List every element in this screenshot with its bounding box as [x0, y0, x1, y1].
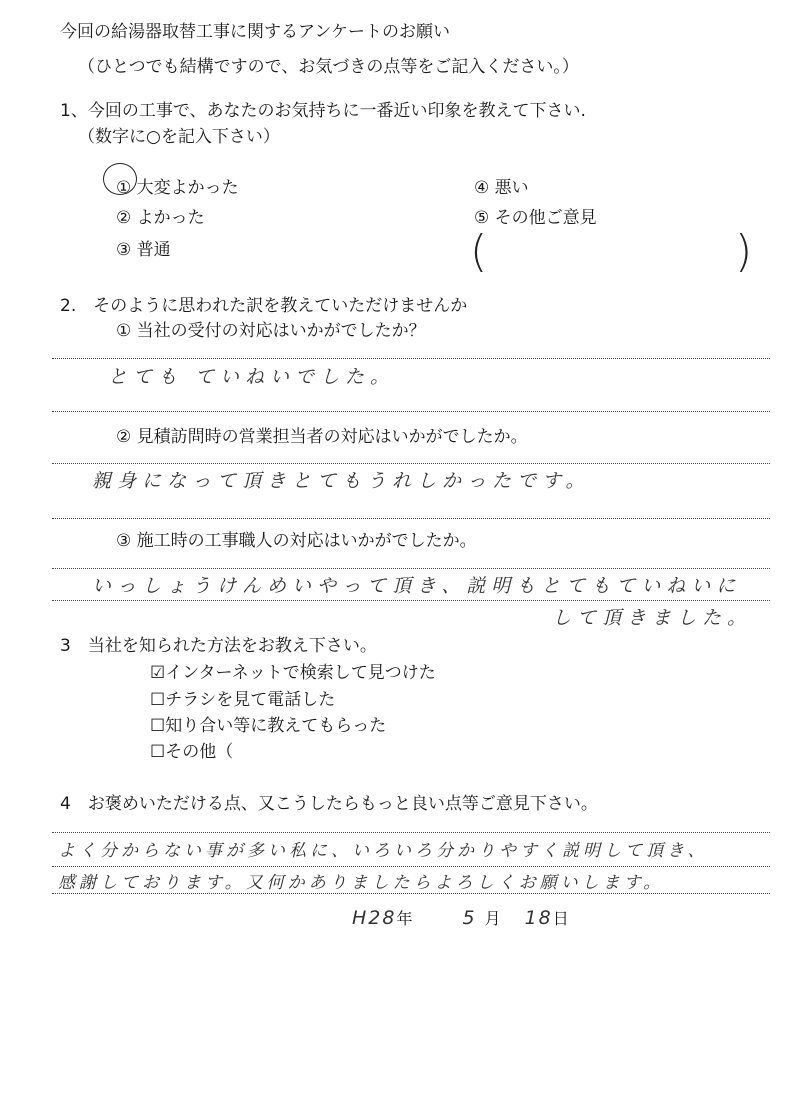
q2-sub3-answer-line1: いっしょうけんめいやって頂き、説明もとてもていねいに — [92, 575, 742, 597]
q3-question: 3 当社を知られた方法をお教え下さい。 — [60, 636, 377, 656]
date-row — [352, 905, 569, 929]
q4-answer-line2: 感謝しております。又何かありましたらよろしくお願いします。 — [58, 873, 665, 893]
day-label: 日 — [552, 909, 569, 928]
answer-line — [52, 568, 770, 569]
q2-question: 2. そのように思われた訳を教えていただけませんか — [60, 296, 468, 316]
q1-option-2[interactable]: ② よかった — [116, 208, 205, 228]
answer-line — [52, 358, 770, 359]
q1-note: （数字に○を記入下さい） — [78, 127, 280, 147]
survey-subtitle: （ひとつでも結構ですので、お気づきの点等をご記入ください。） — [78, 57, 579, 77]
q2-sub3-label: ③ 施工時の工事職人の対応はいかがでしたか。 — [116, 531, 477, 551]
q2-sub2-answer: 親身になって頂きとてもうれしかったです。 — [92, 470, 591, 492]
date-day: 18 — [524, 907, 553, 929]
answer-line — [52, 866, 770, 867]
date-year: H28 — [352, 907, 397, 929]
q3-option-other[interactable]: ☐その他（ — [150, 742, 234, 762]
q4-question: 4 お褒めいただける点、又こうしたらもっと良い点等ご意見下さい。 — [60, 794, 598, 814]
answer-line — [52, 600, 770, 601]
q2-sub3-answer-line2: して頂きました。 — [552, 607, 753, 629]
q1-option-3[interactable]: ③ 普通 — [116, 240, 171, 260]
q3-option-flyer[interactable]: ☐チラシを見て電話した — [150, 690, 336, 710]
answer-line — [52, 518, 770, 519]
q2-sub2-label: ② 見積訪問時の営業担当者の対応はいかがでしたか。 — [116, 427, 528, 447]
month-label: 月 — [484, 909, 501, 928]
answer-line — [52, 832, 770, 833]
q2-sub1-label: ① 当社の受付の対応はいかがでしたか？ — [116, 321, 426, 341]
q3-option-acquaintance[interactable]: ☐知り合い等に教えてもらった — [150, 716, 387, 736]
answer-line — [52, 893, 770, 894]
answer-line — [52, 411, 770, 412]
q1-option-5[interactable]: ⑤ その他ご意見 — [474, 208, 597, 228]
other-paren-open: ( — [470, 226, 488, 277]
other-paren-close: ) — [735, 226, 753, 277]
date-month: 5 — [462, 907, 477, 929]
q1-option-1[interactable]: ① 大変よかった — [116, 178, 239, 198]
q4-answer-line1: よく分からない事が多い私に、いろいろ分かりやすく説明して頂き、 — [58, 841, 709, 861]
answer-line — [52, 463, 770, 464]
q2-sub1-answer: とても ていねいでした。 — [108, 366, 396, 388]
q1-option-4[interactable]: ④ 悪い — [474, 178, 529, 198]
q1-question: 1、今回の工事で、あなたのお気持ちに一番近い印象を教えて下さい. — [60, 101, 586, 121]
year-label: 年 — [396, 909, 413, 928]
survey-title: 今回の給湯器取替工事に関するアンケートのお願い — [60, 22, 450, 42]
q3-option-internet[interactable]: ☑インターネットで検索して見つけた — [150, 663, 436, 683]
